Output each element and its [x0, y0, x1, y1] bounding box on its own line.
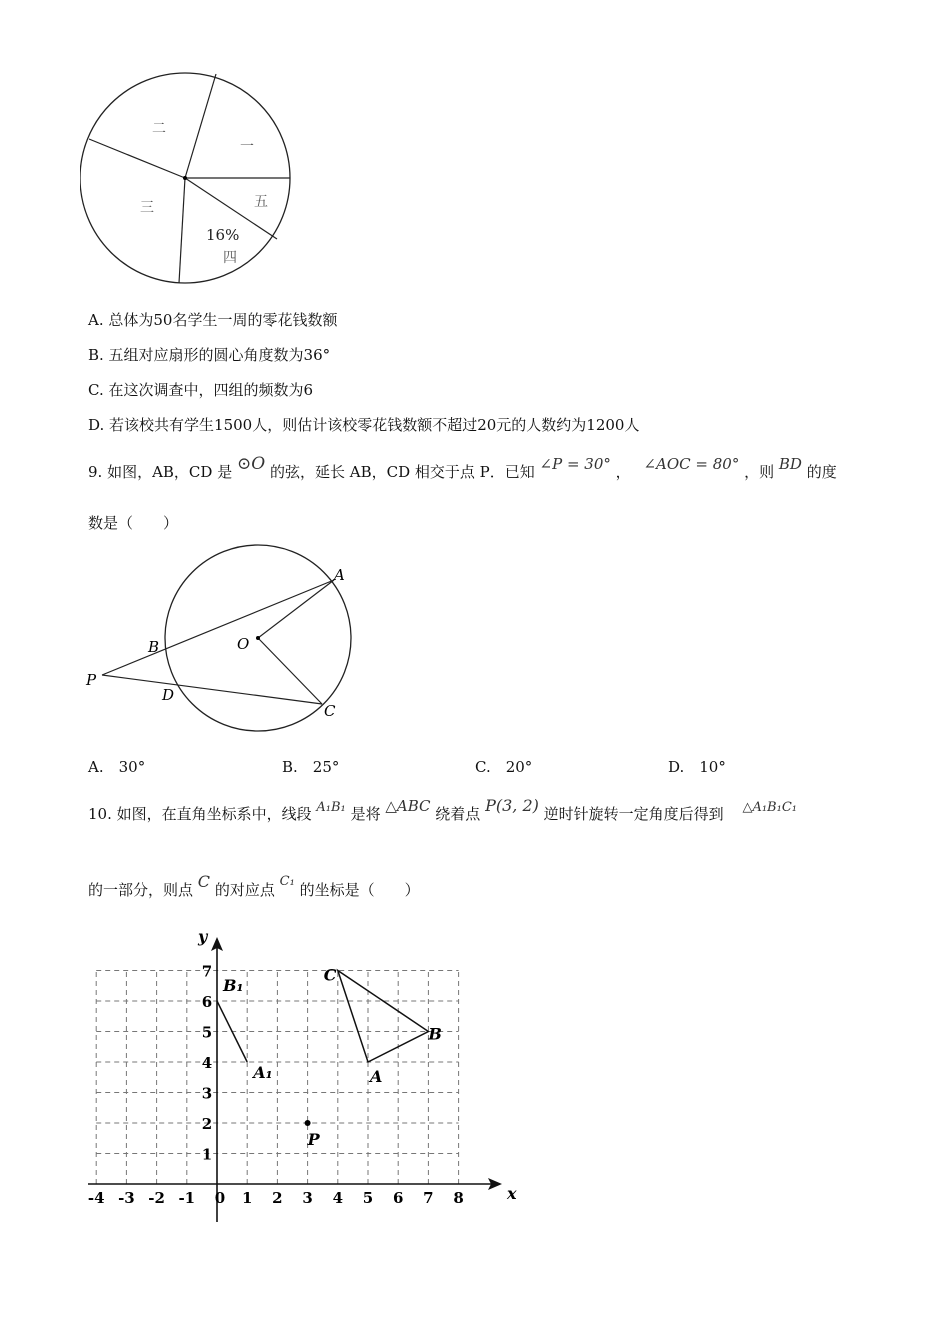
pie-label-4: 四 [223, 250, 237, 266]
label-p: P [307, 1130, 320, 1149]
q9-label-o: O [237, 635, 250, 653]
x-tick-label: 7 [423, 1189, 434, 1207]
q9-text-2: 的弦，延长 AB，CD 相交于点 P．已知 [269, 463, 535, 481]
label-a1: A₁ [253, 1063, 273, 1082]
q9-label-b: B [148, 638, 160, 656]
q9-label-c: C [324, 702, 336, 720]
x-tick-label: -1 [178, 1189, 196, 1207]
q9-label-d: D [162, 686, 175, 704]
q10-text-2: 是将 [350, 805, 381, 823]
x-tick-label: -4 [87, 1189, 105, 1207]
y-tick-label: 2 [201, 1115, 213, 1133]
x-tick-label: 1 [241, 1189, 253, 1207]
q9-question-line2: 数是（ ） [88, 514, 179, 532]
q10-point-c1: C₁ [279, 874, 295, 889]
q9-option-b: B. 25° [282, 758, 340, 776]
q10-text-4: 逆时针旋转一定角度后得到 [543, 805, 724, 823]
y-tick-label: 7 [201, 962, 213, 981]
label-a: A [370, 1067, 383, 1086]
q10-text-3: 绕着点 [435, 805, 481, 823]
y-tick-label: 3 [201, 1084, 213, 1103]
q8-option-a: A. 总体为50名学生一周的零花钱数额 [88, 311, 338, 329]
x-axis-label: x [507, 1184, 517, 1203]
x-tick-label: 6 [392, 1189, 404, 1207]
x-tick-label: 8 [453, 1189, 464, 1207]
q9-arc-bd: BD [778, 455, 802, 473]
x-tick-label: 5 [362, 1189, 374, 1207]
y-tick-label: 1 [201, 1145, 213, 1164]
pie-label-3: 三 [140, 200, 154, 216]
q9-label-a: A [334, 566, 345, 584]
label-c: C [323, 965, 337, 985]
y-tick-label: 4 [201, 1054, 213, 1072]
y-axis-label: y [198, 927, 208, 946]
x-tick-label: 0 [214, 1189, 226, 1207]
q10-text-5: 的一部分，则点 [88, 881, 194, 899]
q8-option-b: B. 五组对应扇形的圆心角度数为36° [88, 346, 331, 364]
q9-circle-o: ⊙O [237, 454, 266, 474]
q9-text-1: 9. 如图，AB，CD 是 [88, 463, 233, 481]
triangle-abc [338, 971, 429, 1063]
pie-label-1: 一 [240, 139, 254, 155]
q10-point-p: P(3, 2) [485, 796, 539, 815]
q9-angle-aoc: ∠AOC = 80° [643, 455, 740, 473]
q8-option-c: C. 在这次调查中，四组的频数为6 [88, 381, 314, 399]
x-tick-label: -2 [148, 1189, 165, 1207]
q10-text-7: 的坐标是（ ） [299, 881, 420, 899]
q9-angle-p: ∠P = 30° [539, 455, 611, 473]
pie-label-2: 二 [152, 121, 166, 137]
y-tick-label: 5 [201, 1023, 213, 1042]
q10-tri-a1b1c1: △A₁B₁C₁ [742, 800, 797, 815]
q9-option-c: C. 20° [475, 758, 533, 776]
q9-option-d: D. 10° [668, 758, 726, 776]
q10-tri-abc: △ABC [385, 797, 431, 815]
x-tick-label: -3 [118, 1189, 135, 1207]
q9-text-3: ，则 [744, 463, 775, 481]
q10-point-c: C [197, 872, 211, 891]
q10-seg-a1b1: A₁B₁ [316, 800, 346, 815]
pie-label-5: 五 [254, 194, 268, 210]
point-p [305, 1120, 311, 1126]
x-tick-label: 3 [302, 1189, 313, 1207]
q9-option-a: A. 30° [88, 758, 146, 776]
pie-percent-label: 16% [206, 226, 240, 244]
q10-text-6: 的对应点 [214, 881, 275, 899]
q9-sep: ， [615, 463, 631, 481]
q10-text-1: 10. 如图，在直角坐标系中，线段 [88, 805, 312, 823]
q8-option-d: D. 若该校共有学生1500人，则估计该校零花钱数额不超过20元的人数约为1200人 [88, 416, 640, 434]
x-tick-label: 2 [272, 1189, 283, 1207]
label-b1: B₁ [223, 976, 244, 995]
x-tick-label: 4 [332, 1189, 344, 1207]
q9-label-p: P [86, 671, 97, 689]
y-tick-label: 6 [201, 993, 213, 1011]
q9-text-4: 的度 [806, 463, 837, 481]
label-b: B [428, 1024, 442, 1044]
